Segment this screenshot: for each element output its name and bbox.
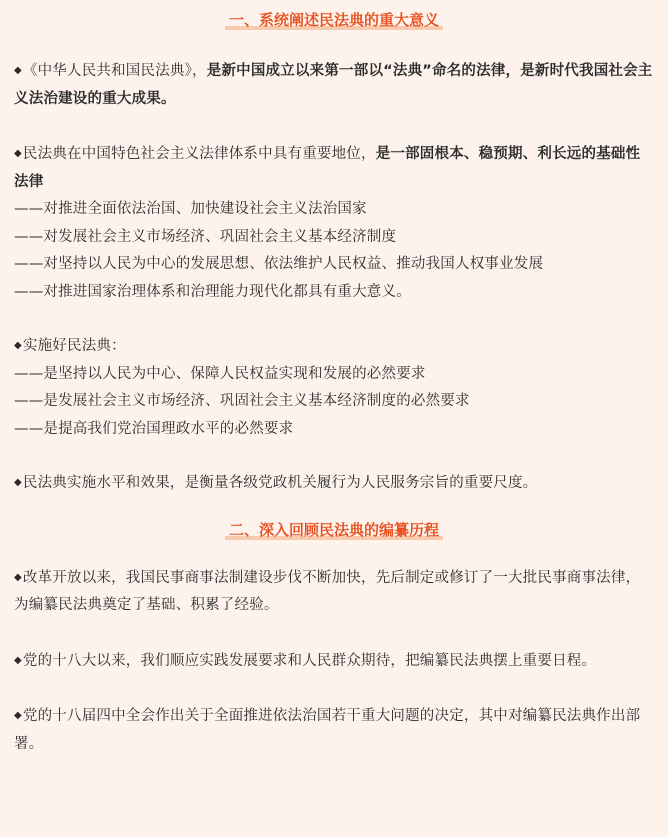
paragraph-18th-congress — [14, 647, 654, 676]
diamond-bullet-icon: ◆ — [14, 148, 22, 159]
paragraph-lead: 实施好民法典： — [22, 338, 126, 354]
dash-line: ——对坚持以人民为中心的发展思想、依法维护人民权益、推动我国人权事业发展 — [14, 256, 544, 272]
paragraph-4th-plenary — [14, 702, 654, 758]
article — [0, 9, 668, 837]
dash-line: ——是坚持以人民为中心、保障人民权益实现和发展的必然要求 — [14, 365, 426, 382]
paragraph-lead: 民法典在中国特色社会主义法律体系中具有重要地位， — [22, 146, 376, 162]
diamond-bullet-icon: ◆ — [14, 710, 22, 721]
paragraph-implementation-measure — [14, 469, 654, 498]
paragraph-civil-code-intro — [14, 57, 654, 113]
diamond-bullet-icon: ◆ — [14, 65, 22, 76]
paragraph-reform-opening — [14, 564, 654, 620]
dash-line: ——对推进国家治理体系和治理能力现代化都具有重大意义。 — [14, 283, 411, 300]
paragraph-implementation — [14, 332, 654, 443]
paragraph-text: 党的十八届四中全会作出关于全面推进依法治国若干重大问题的决定，其中对编纂民法典作出部署。 — [14, 708, 641, 752]
paragraph-text: 民法典实施水平和效果，是衡量各级党政机关履行为人民服务宗旨的重要尺度。 — [22, 475, 538, 491]
diamond-bullet-icon: ◆ — [14, 477, 22, 488]
paragraph-bold: 是一部固根本、稳预期、利长远的基础性法律 — [14, 146, 641, 190]
paragraph-bold: 是新中国成立以来第一部以“法典”命名的法律，是新时代我国社会主义法治建设的重大成果。 — [14, 63, 653, 107]
section-heading-history — [14, 519, 654, 541]
paragraph-text: 改革开放以来，我国民事商事法制建设步伐不断加快，先后制定或修订了一大批民事商事法律，为编纂民法典奠定了基础、积累了经验。 — [14, 569, 641, 613]
diamond-bullet-icon: ◆ — [14, 571, 22, 583]
dash-line: ——对推进全面依法治国、加快建设社会主义法治国家 — [14, 201, 367, 217]
diamond-bullet-icon: ◆ — [14, 654, 22, 666]
section-heading-significance — [14, 9, 654, 31]
diamond-bullet-icon: ◆ — [14, 340, 22, 351]
section-title: 二、深入回顾民法典的编纂历程 — [228, 520, 439, 539]
dash-line: ——对发展社会主义市场经济、巩固社会主义基本经济制度 — [14, 228, 397, 245]
section-title: 一、系统阐述民法典的重大意义 — [228, 11, 439, 29]
dash-line: ——是发展社会主义市场经济、巩固社会主义基本经济制度的必然要求 — [14, 393, 470, 409]
paragraph-lead: 《中华人民共和国民法典》， — [22, 63, 207, 79]
dash-line: ——是提高我们党治国理政水平的必然要求 — [14, 420, 294, 437]
paragraph-text: 党的十八大以来，我们顺应实践发展要求和人民群众期待，把编纂民法典摆上重要日程。 — [22, 652, 597, 669]
paragraph-civil-code-status — [14, 140, 654, 306]
